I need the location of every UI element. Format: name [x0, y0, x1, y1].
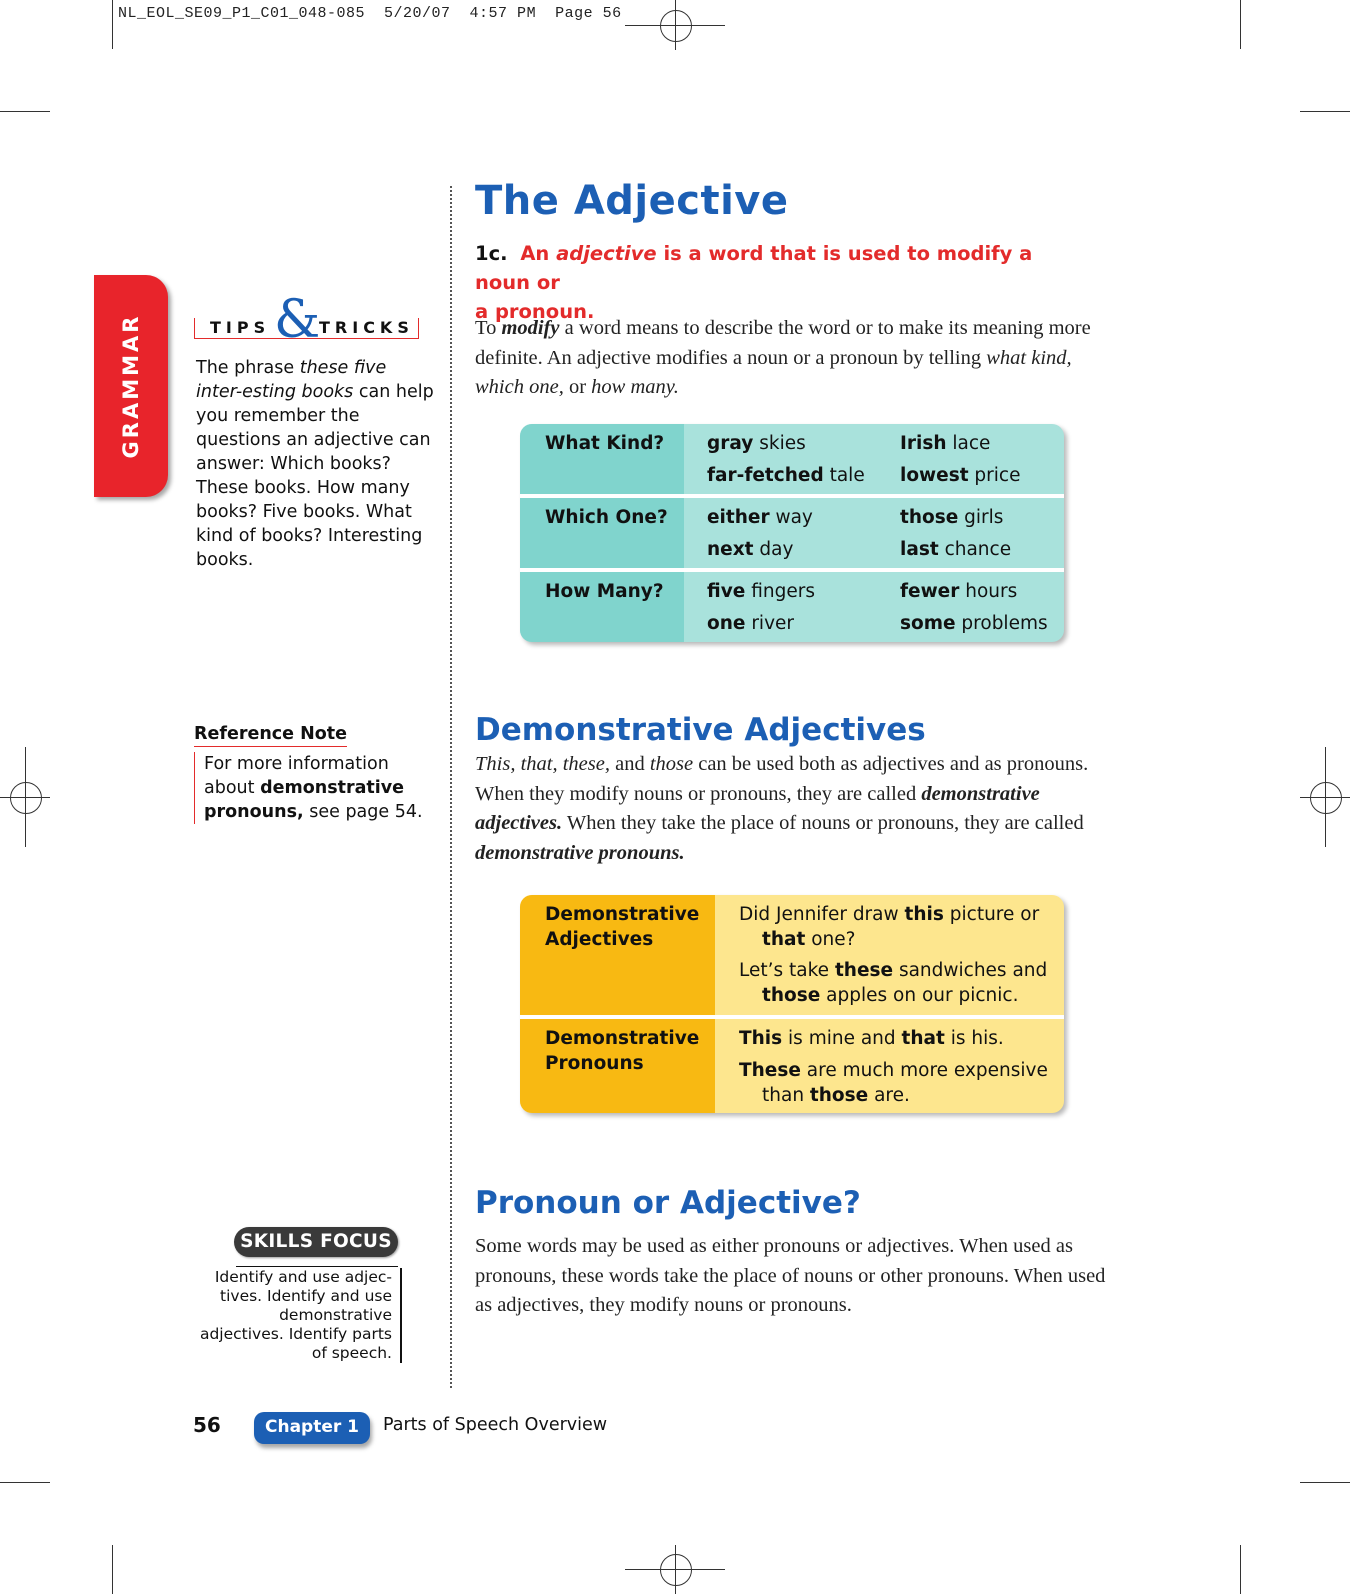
text: can help you remember the questions an adjective can answer: Which books? These books. How many books? Five books. What kind of books? Interesting books. [196, 382, 434, 570]
column-divider [450, 186, 452, 1388]
reference-note-body [194, 752, 424, 824]
example: last chance [900, 539, 1012, 560]
crop-mark [1240, 1545, 1241, 1594]
text: these five inter-esting books [196, 358, 387, 402]
term: demonstrative pronouns. [475, 841, 685, 864]
example: either way [707, 507, 813, 528]
page-number: 56 [193, 1413, 221, 1437]
example-sentence: Let’s take these sandwiches and those apples on our picnic. [739, 960, 1048, 1006]
tips-and-tricks-heading [194, 290, 424, 350]
example: one river [707, 613, 794, 634]
example: fewer hours [900, 581, 1018, 602]
row-heading: Which One? [545, 507, 668, 528]
section-title-pronoun-or-adjective: Pronoun or Adjective? [475, 1185, 861, 1221]
table-row [520, 498, 1064, 568]
crop-mark [1300, 1482, 1350, 1483]
rule-text: An [520, 242, 550, 265]
term: demonstrative adjectives. [475, 782, 1040, 834]
section-title-demonstrative: Demonstrative Adjectives [475, 712, 926, 748]
term: demonstrative pronouns, [204, 778, 405, 822]
crop-mark [112, 0, 113, 49]
example-sentence: Did Jennifer draw this picture or that one? [739, 904, 1040, 950]
table-row [520, 572, 1064, 642]
crop-mark [0, 1482, 50, 1483]
example: far-fetched tale [707, 465, 865, 486]
example: those girls [900, 507, 1004, 528]
tricks-label: TRICKS [319, 318, 414, 337]
row-heading-cell [520, 895, 715, 1015]
example: lowest price [900, 465, 1021, 486]
text: how many. [591, 376, 679, 398]
example-sentence: These are much more expensive than those are. [739, 1060, 1048, 1106]
ampersand-icon: & [274, 290, 321, 350]
demonstrative-table [520, 895, 1064, 1113]
registration-line [25, 747, 26, 847]
text: or [568, 376, 587, 398]
row-heading: Demonstrative Pronouns [545, 1028, 700, 1074]
crop-mark [112, 1545, 113, 1594]
chapter-tab [254, 1412, 370, 1444]
registration-mark-icon [660, 1554, 692, 1586]
table-row [520, 424, 1064, 494]
tips-text [196, 356, 436, 572]
reference-note-title: Reference Note [194, 724, 347, 747]
chapter-title: Parts of Speech Overview [383, 1415, 608, 1435]
registration-line [675, 1545, 676, 1594]
demonstrative-paragraph [475, 750, 1120, 868]
registration-mark-icon [10, 782, 42, 814]
chapter-label: Chapter 1 [264, 1417, 359, 1437]
text: those [649, 753, 694, 775]
text: a word means to describe the word or to make its meaning more definite. An adjective modifies a noun or a pronoun by telling [475, 317, 1091, 369]
text: When they take the place of nouns or pronouns, they are called [566, 812, 1084, 834]
side-tab-label: GRAMMAR [119, 313, 143, 459]
example: some problems [900, 613, 1048, 634]
registration-mark-icon [660, 10, 692, 42]
text: For more information about [204, 754, 389, 798]
crop-mark [0, 111, 50, 112]
rule-term: adjective [556, 242, 657, 265]
rule-text: a pronoun. [475, 300, 595, 323]
skills-rule [236, 1266, 398, 1267]
skills-focus-label: SKILLS FOCUS [240, 1231, 392, 1252]
adjective-questions-table [520, 424, 1064, 642]
skills-focus-text: Identify and use adjec-tives. Identify and use demonstrative adjectives. Identify parts of speech. [196, 1268, 402, 1363]
section-side-tab [94, 275, 168, 497]
intro-paragraph [475, 314, 1120, 403]
text: what kind, which one, [475, 346, 1072, 398]
rule-text: is a word that is used to modify a noun or [475, 242, 1033, 294]
text: can be used both as adjectives and as pronouns. When they modify nouns or pronouns, they are called [475, 753, 1089, 805]
text: The phrase [196, 358, 295, 378]
text: To [475, 317, 497, 339]
text: This, that, these, [475, 753, 610, 775]
example: gray skies [707, 433, 806, 454]
page-title: The Adjective [475, 178, 789, 224]
example: next day [707, 539, 794, 560]
rule-statement [475, 239, 1075, 326]
registration-line [1325, 747, 1326, 847]
rule-number: 1c. [475, 242, 508, 265]
text: and [615, 753, 645, 775]
example: Irish lace [900, 433, 991, 454]
crop-mark [1240, 0, 1241, 49]
pronoun-adjective-paragraph: Some words may be used as either pronouns or adjectives. When used as pronouns, these words take the place of nouns or other pronouns. When used as adjectives, they modify nouns or pronouns. [475, 1235, 1106, 1316]
crop-mark [1300, 111, 1350, 112]
registration-mark-icon [1310, 782, 1342, 814]
text: see page 54. [309, 802, 423, 822]
tips-label: TIPS [210, 318, 271, 337]
printer-slug: NL_EOL_SE09_P1_C01_048-085 5/20/07 4:57 PM Page 56 [118, 5, 622, 22]
example: five fingers [707, 581, 815, 602]
row-heading: What Kind? [545, 433, 665, 454]
row-heading: Demonstrative Adjectives [545, 904, 700, 950]
skills-focus-badge [234, 1227, 398, 1257]
example-sentence: This is mine and that is his. [739, 1028, 1004, 1049]
row-heading-cell [520, 1019, 715, 1113]
row-heading: How Many? [545, 581, 664, 602]
registration-line [675, 0, 676, 50]
term: modify [501, 317, 560, 339]
